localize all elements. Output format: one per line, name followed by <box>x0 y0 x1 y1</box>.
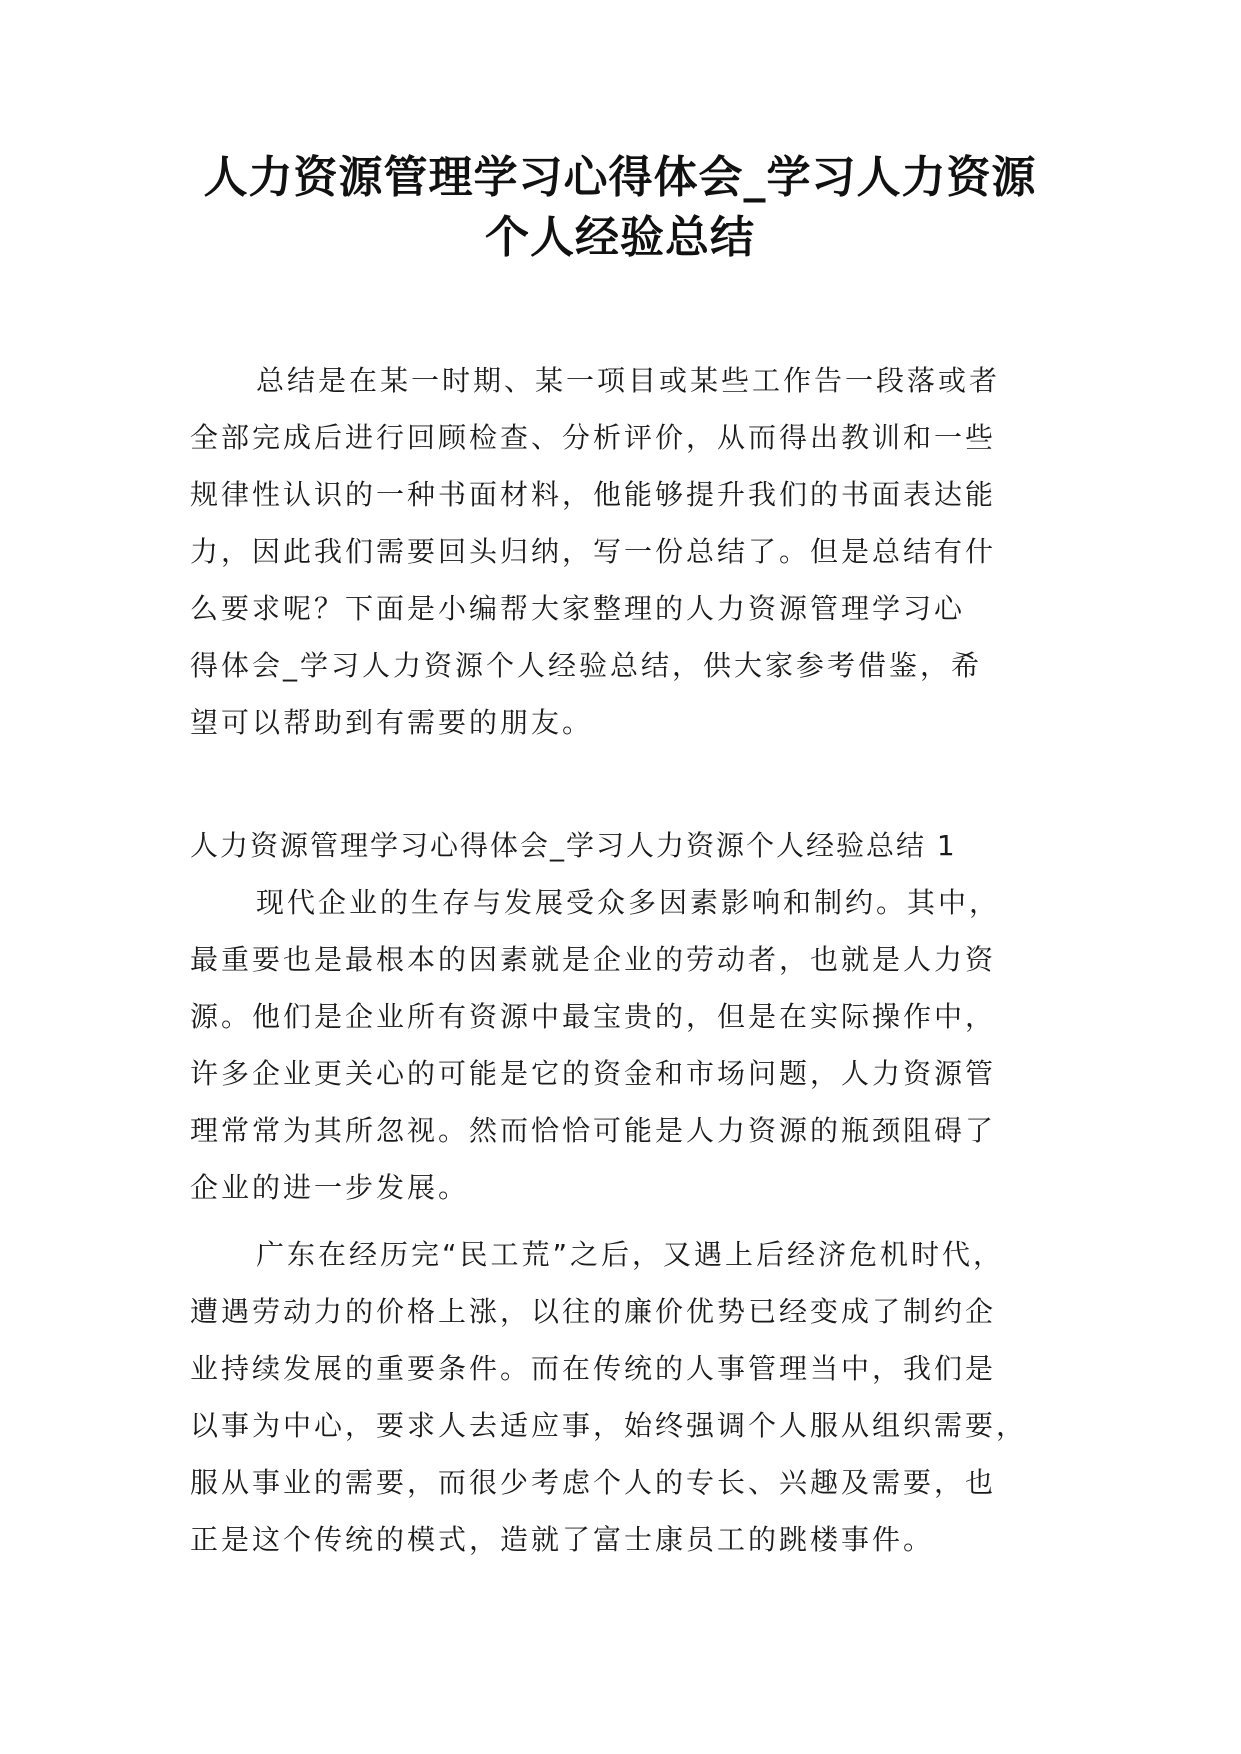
text-line: 广东在经历完“民工荒”之后，又遇上后经济危机时代， <box>256 1238 1005 1271</box>
text-line: 最重要也是最根本的因素就是企业的劳动者，也就是人力资 <box>190 943 997 976</box>
section-heading-text: 人力资源管理学习心得体会_学习人力资源个人经验总结 1 <box>190 829 957 862</box>
text-line: 理常常为其所忽视。然而恰恰可能是人力资源的瓶颈阻碍了 <box>190 1114 997 1147</box>
text-line: 么要求呢？下面是小编帮大家整理的人力资源管理学习心 <box>190 592 966 625</box>
text-line: 总结是在某一时期、某一项目或某些工作告一段落或者 <box>256 364 1001 397</box>
text-line: 规律性认识的一种书面材料，他能够提升我们的书面表达能 <box>190 478 997 511</box>
title-line: 个人经验总结 <box>485 212 755 263</box>
intro-paragraph <box>190 352 1050 751</box>
text-line: 望可以帮助到有需要的朋友。 <box>190 706 594 739</box>
text-line: 正是这个传统的模式，造就了富士康员工的跳楼事件。 <box>190 1523 935 1556</box>
text-line: 服从事业的需要，而很少考虑个人的专长、兴趣及需要，也 <box>190 1466 997 1499</box>
title-line: 人力资源管理学习心得体会_学习人力资源 <box>203 152 1037 203</box>
document-title <box>180 148 1060 268</box>
body-paragraph-2 <box>190 1226 1050 1568</box>
text-line: 许多企业更关心的可能是它的资金和市场问题，人力资源管 <box>190 1057 997 1090</box>
text-line: 得体会_学习人力资源个人经验总结，供大家参考借鉴，希 <box>190 649 983 682</box>
text-line: 源。他们是企业所有资源中最宝贵的，但是在实际操作中， <box>190 1000 997 1033</box>
body-paragraph-1 <box>190 874 1050 1216</box>
text-line: 力，因此我们需要回头归纳，写一份总结了。但是总结有什 <box>190 535 997 568</box>
text-line: 以事为中心，要求人去适应事，始终强调个人服从组织需要， <box>190 1409 1028 1442</box>
text-line: 企业的进一步发展。 <box>190 1171 470 1204</box>
text-line: 全部完成后进行回顾检查、分析评价，从而得出教训和一些 <box>190 421 997 454</box>
section-heading <box>190 817 1050 874</box>
text-line: 业持续发展的重要条件。而在传统的人事管理当中，我们是 <box>190 1352 997 1385</box>
text-line: 现代企业的生存与发展受众多因素影响和制约。其中， <box>256 886 1001 919</box>
text-line: 遭遇劳动力的价格上涨，以往的廉价优势已经变成了制约企 <box>190 1295 997 1328</box>
